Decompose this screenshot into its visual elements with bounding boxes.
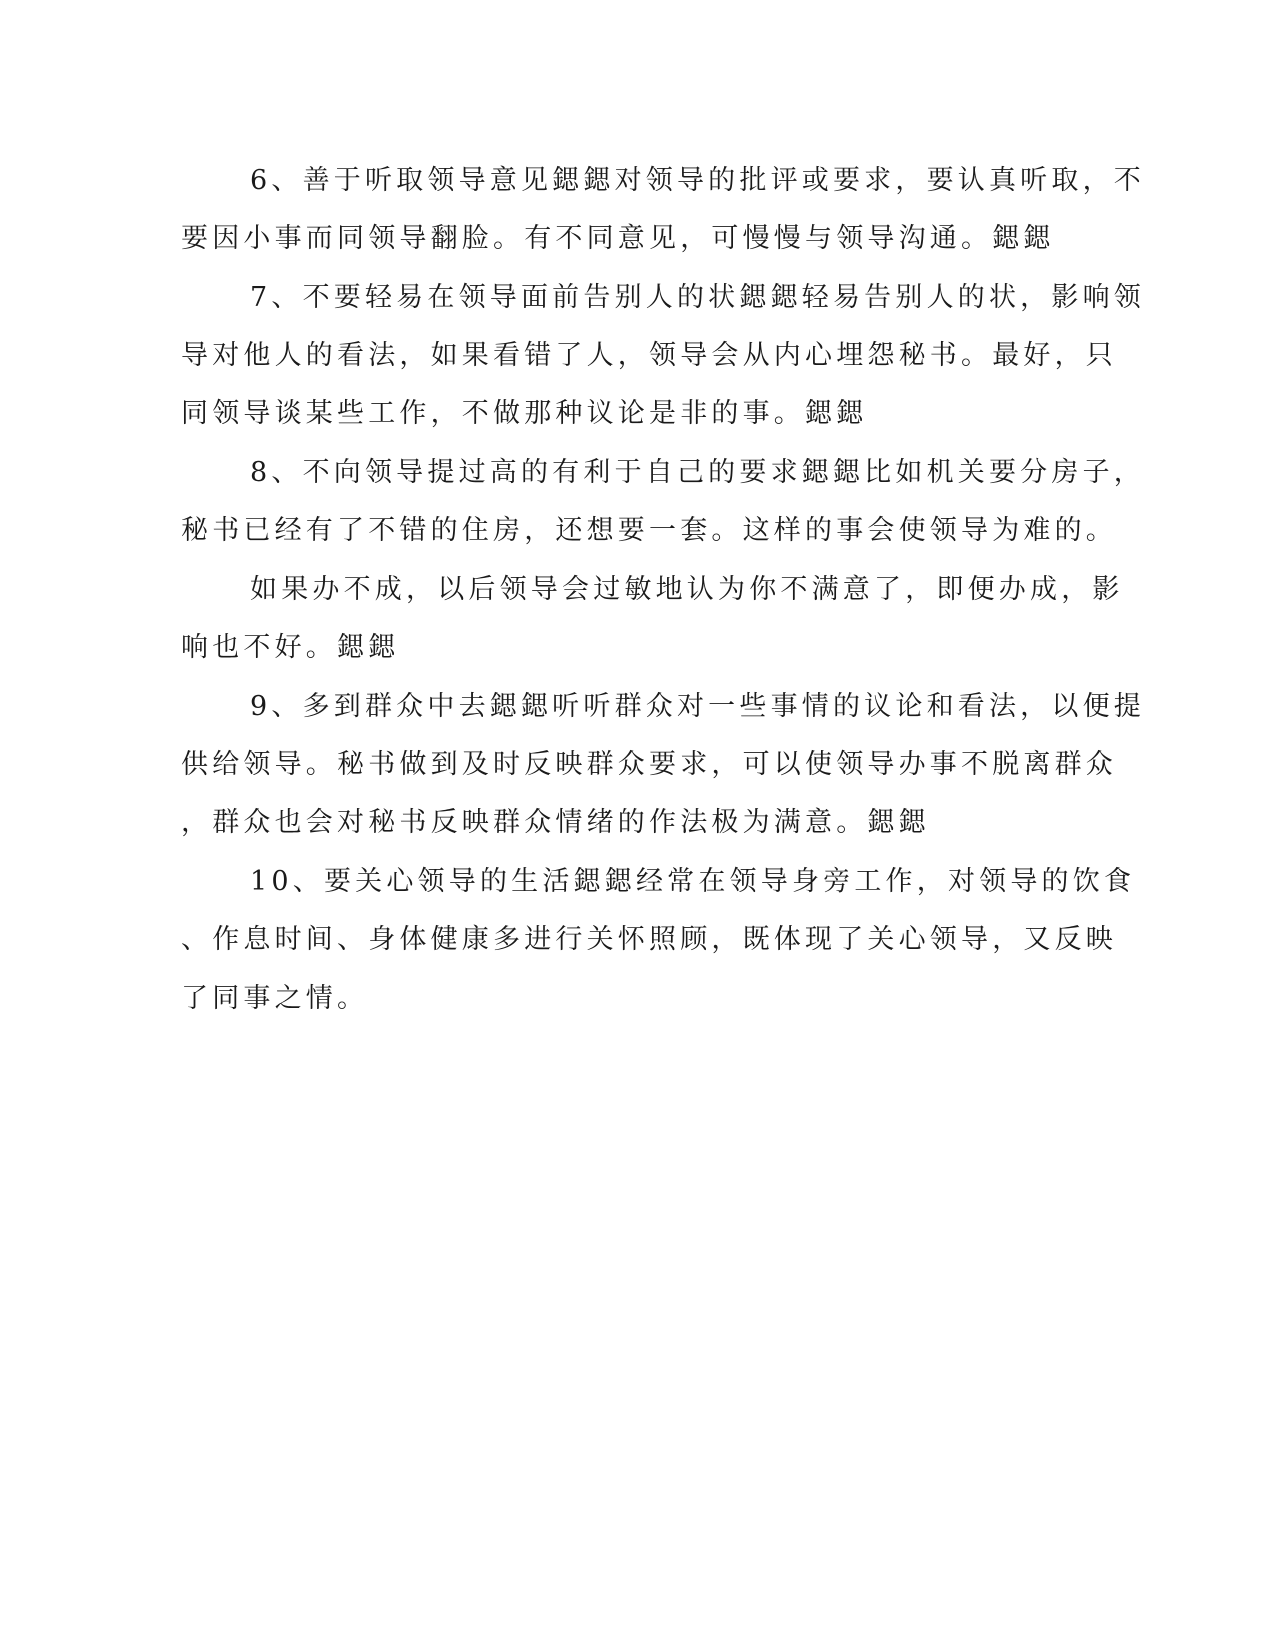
body-text-line: 响也不好。鍶鍶 (181, 632, 400, 663)
body-text-line: 供给领导。秘书做到及时反映群众要求，可以使领导办事不脱离群众 (181, 749, 1117, 780)
body-text-line: 、作息时间、身体健康多进行关怀照顾，既体现了关心领导，又反映 (181, 924, 1117, 955)
body-text-line: 导对他人的看法，如果看错了人，领导会从内心埋怨秘书。最好，只 (181, 340, 1117, 371)
body-text-line: 如果办不成，以后领导会过敏地认为你不满意了，即便办成，影 (250, 574, 1124, 605)
body-text-line: ，群众也会对秘书反映群众情绪的作法极为满意。鍶鍶 (181, 807, 930, 838)
body-text-line: 同领导谈某些工作，不做那种议论是非的事。鍶鍶 (181, 398, 868, 429)
body-text-line: 9、多到群众中去鍶鍶听听群众对一些事情的议论和看法，以便提 (250, 691, 1145, 722)
body-text-line: 7、不要轻易在领导面前告别人的状鍶鍶轻易告别人的状，影响领 (250, 282, 1145, 313)
body-text-line: 10、要关心领导的生活鍶鍶经常在领导身旁工作，对领导的饮食 (250, 866, 1136, 897)
body-text-line: 秘书已经有了不错的住房，还想要一套。这样的事会使领导为难的。 (181, 515, 1117, 546)
body-text-line: 要因小事而同领导翻脸。有不同意见，可慢慢与领导沟通。鍶鍶 (181, 223, 1055, 254)
body-text-line: 6、善于听取领导意见鍶鍶对领导的批评或要求，要认真听取，不 (250, 165, 1145, 196)
body-text-line: 了同事之情。 (181, 983, 369, 1014)
body-text-line: 8、不向领导提过高的有利于自己的要求鍶鍶比如机关要分房子， (250, 457, 1145, 488)
